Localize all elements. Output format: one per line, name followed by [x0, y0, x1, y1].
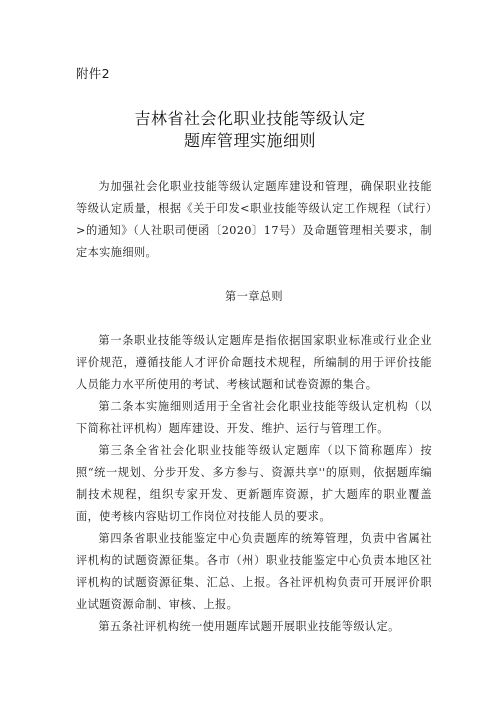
- title-line-2: 题库管理实施细则: [183, 131, 316, 150]
- article-3: 第三条全省社会化职业技能等级认定题库（以下简称题库）按照“统一规划、分步开发、多方参与、资源共享''的原则，依据题库编制技术规程，组织专家开发、更新题库资源，扩大题库的职业覆盖面，使考核内容贴切工作岗位对技能人员的要求。: [76, 444, 432, 523]
- document-body: [76, 176, 432, 638]
- attachment-label: 附件2: [76, 66, 110, 81]
- article-4: 第四条省职业技能鉴定中心负责题库的统筹管理，负责中省属社评机构的试题资源征集。各市（州）职业技能鉴定中心负责本地区社评机构的试题资源征集、汇总、上报。各社评机构负责可开展评价职业试题资源命制、审核、上报。: [76, 532, 432, 611]
- chapter-heading: 第一章总则: [225, 290, 283, 303]
- article-2: 第二条本实施细则适用于全省社会化职业技能等级认定机构（以下简称社评机构）题库建设、开发、维护、运行与管理工作。: [76, 400, 432, 435]
- article-5: 第五条社评机构统一使用题库试题开展职业技能等级认定。: [98, 620, 400, 633]
- title-line-1: 吉林省社会化职业技能等级认定: [134, 109, 366, 128]
- article-1: 第一条职业技能等级认定题库是指依据国家职业标准或行业企业评价规范，遵循技能人才评价命题技术规程，所编制的用于评价技能人员能力水平所使用的考试、考核试题和试卷资源的集合。: [76, 334, 432, 391]
- intro-paragraph: 为加强社会化职业技能等级认定题库建设和管理，确保职业技能等级认定质量，根据《关于印发<职业技能等级认定工作规程（试行）>的通知》（人社职司便函〔2020〕17号）及命题管理相关要求，制定本实施细则。: [76, 180, 432, 259]
- document-title: [0, 108, 500, 152]
